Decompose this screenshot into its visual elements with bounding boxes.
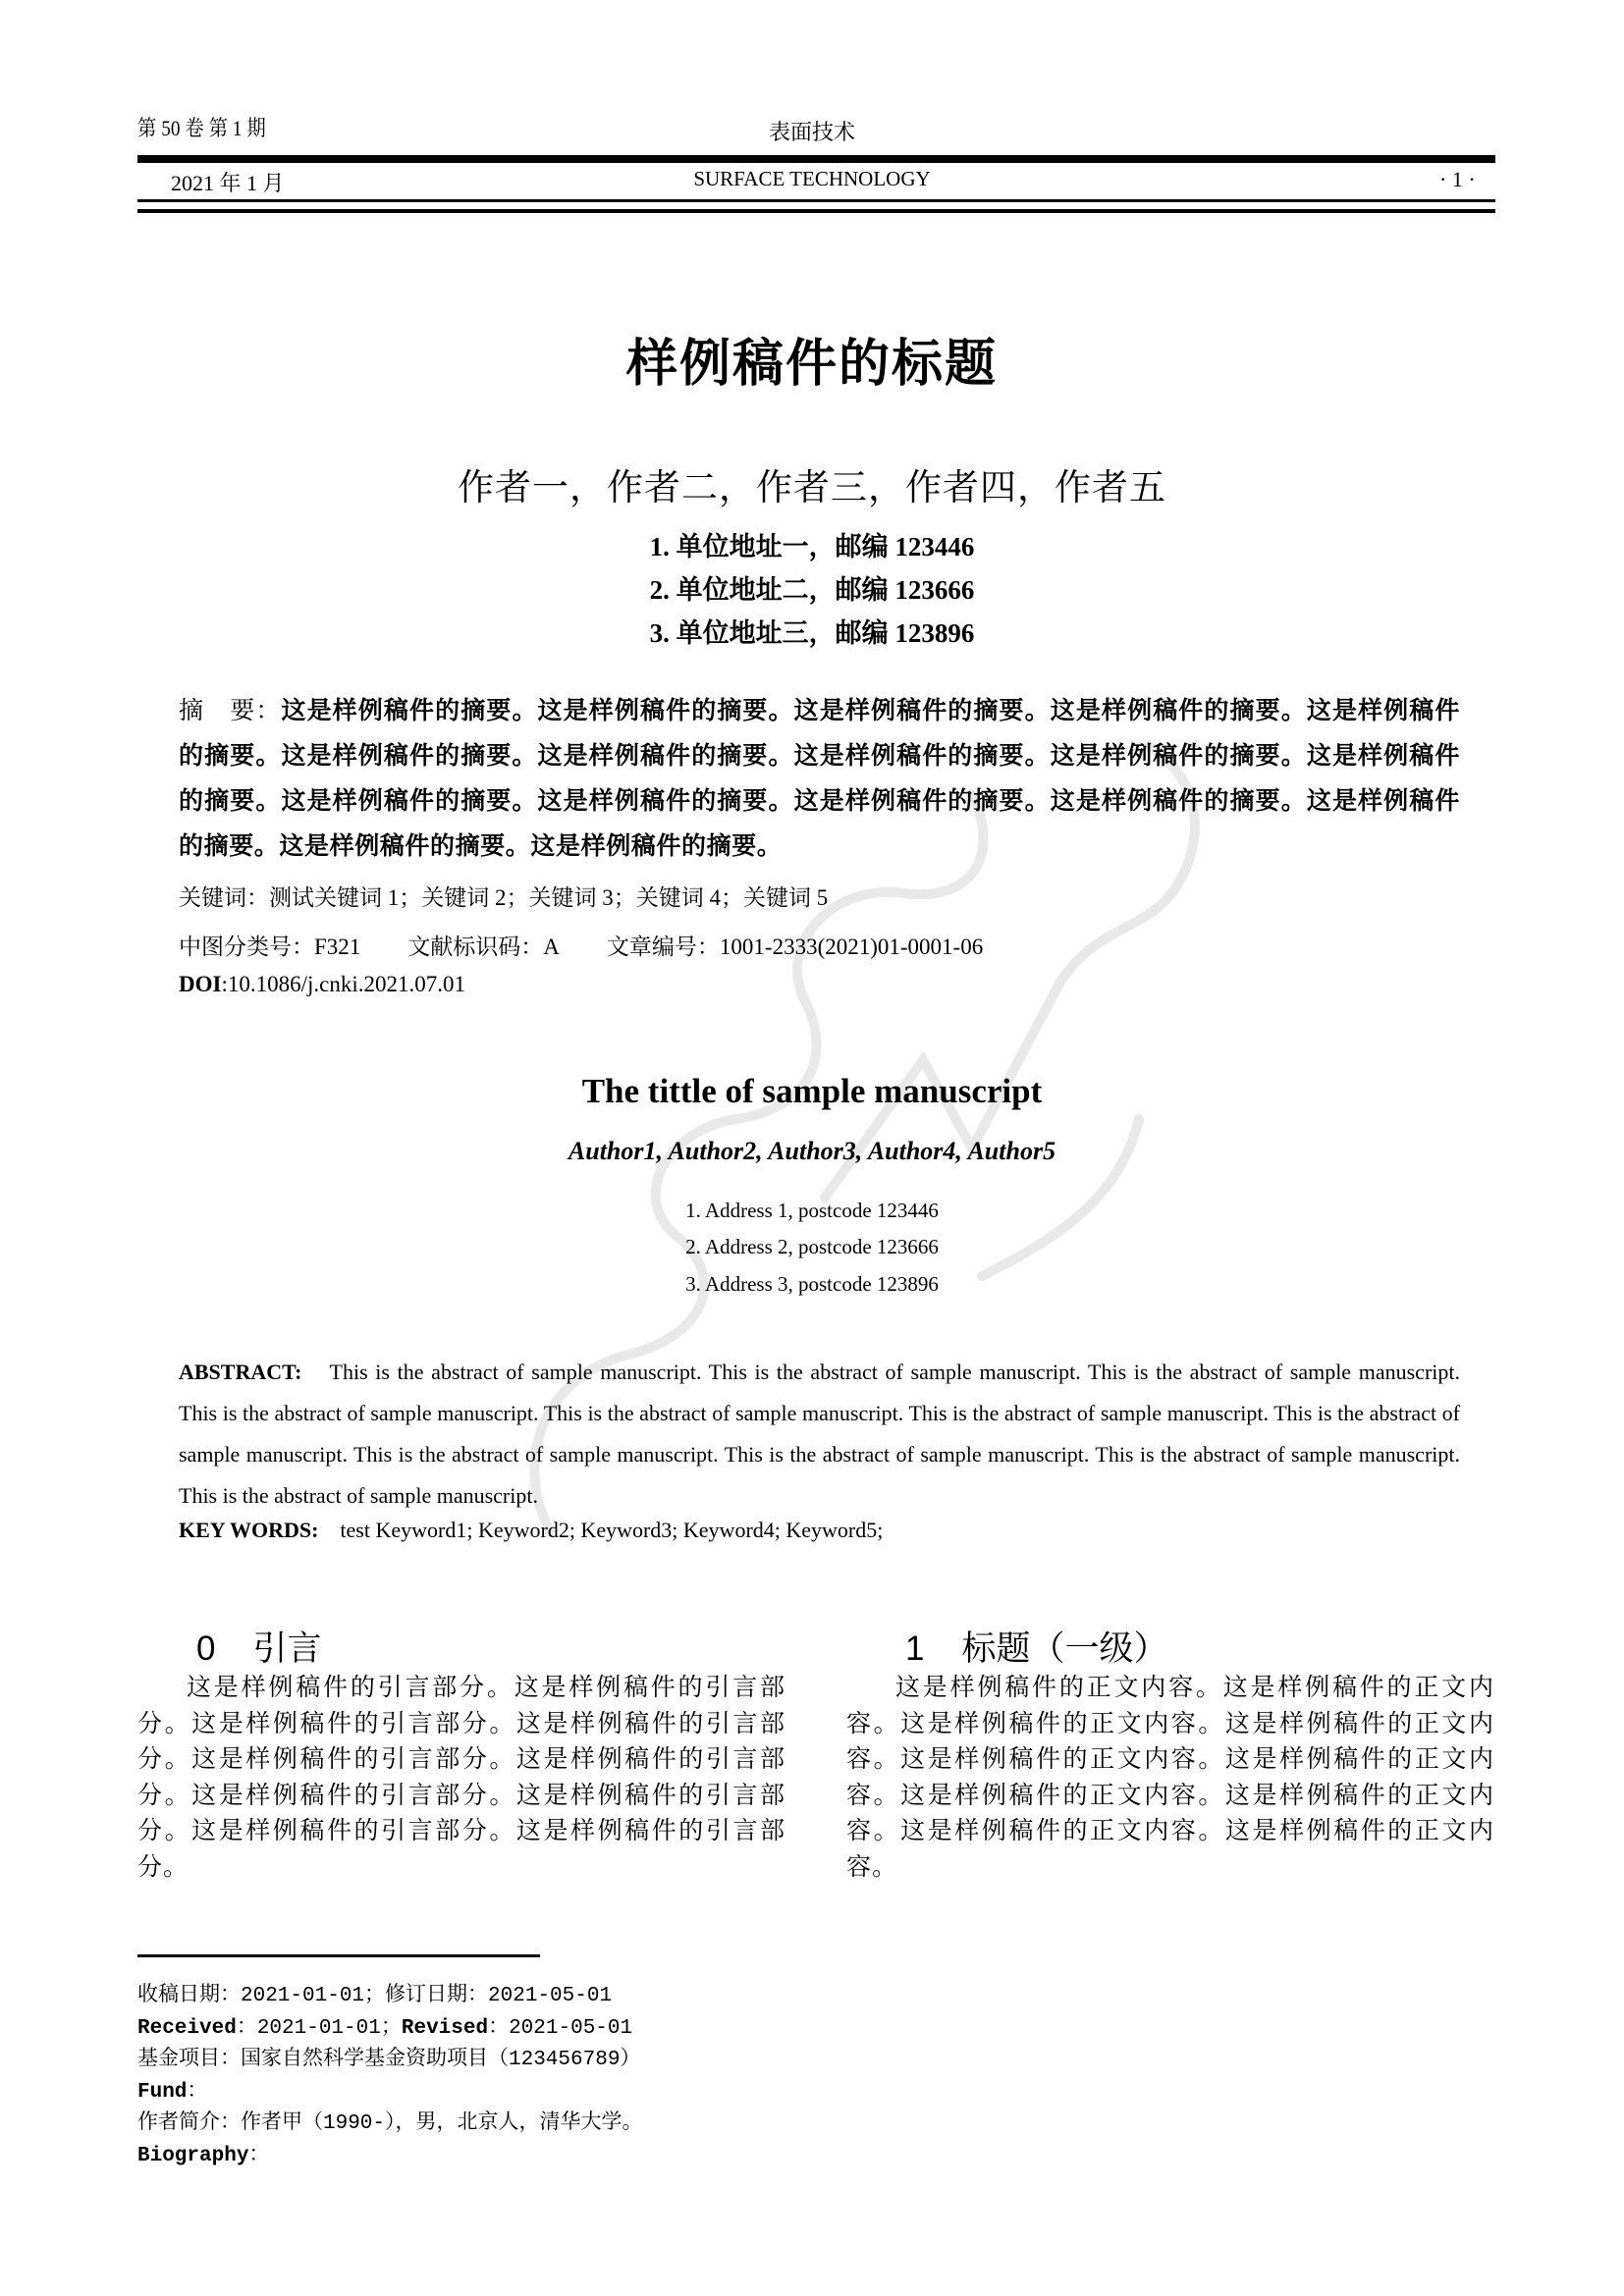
- abstract-en: [179, 1352, 1460, 1517]
- header-volume-issue: 第 50 卷 第 1 期: [137, 116, 266, 140]
- doc-code-label: 文献标识码：: [407, 934, 544, 959]
- clc-value: F321: [314, 934, 361, 959]
- header-page-number: · 1 ·: [1439, 167, 1476, 191]
- header-rule-bottom: [137, 209, 1495, 213]
- title-cn: 样例稿件的标题: [625, 336, 998, 393]
- section-heading-introduction: [196, 1622, 321, 1671]
- footnote-bio-en: Biography：: [137, 2144, 270, 2167]
- footnotes: [137, 1981, 643, 2172]
- keywords-en-text: test Keyword1; Keyword2; Keyword3; Keyword4; Keyword5;: [340, 1518, 884, 1542]
- abstract-cn-label: 摘 要：: [179, 698, 282, 724]
- footnote-fund-cn: 基金项目：国家自然科学基金资助项目（123456789）: [137, 2049, 641, 2071]
- doi-value[interactable]: :10.1086/j.cnki.2021.07.01: [221, 972, 465, 996]
- doi-line: [179, 972, 465, 997]
- affiliation-cn-3: 3. 单位地址三，邮编 123896: [649, 618, 975, 648]
- doi-label: DOI: [179, 972, 222, 996]
- authors-cn: 作者一，作者二，作者三，作者四，作者五: [458, 468, 1166, 508]
- clc-label: 中图分类号：: [179, 934, 314, 959]
- abstract-cn-text: 这是样例稿件的摘要。这是样例稿件的摘要。这是样例稿件的摘要。这是样例稿件的摘要。这是样例稿件的摘要。这是样例稿件的摘要。这是样例稿件的摘要。这是样例稿件的摘要。这是样例稿件的摘要。这是样例稿件的摘要。这是样例稿件的摘要。这是样例稿件的摘要。这是样例稿件的摘要。这是样例稿件的摘要。这是样例稿件的摘要。这是样例稿件的摘要。这是样例稿件的摘要。: [179, 698, 1461, 860]
- footnote-bio-cn: 作者简介：作者甲（1990-），男，北京人，清华大学。: [137, 2112, 643, 2135]
- affiliation-cn-2: 2. 单位地址二，邮编 123666: [649, 575, 975, 605]
- doc-code-value: A: [543, 934, 560, 959]
- keywords-en: [179, 1518, 883, 1543]
- article-no-label: 文章编号：: [606, 934, 720, 959]
- footnote-fund-en: Fund：: [137, 2080, 208, 2104]
- article-no-value: 1001-2333(2021)01-0001-06: [719, 934, 984, 959]
- authors-en: Author1, Author2, Author3, Author4, Author5: [568, 1137, 1056, 1165]
- keywords-cn-text: 测试关键词 1；关键词 2；关键词 3；关键词 4；关键词 5: [269, 885, 829, 910]
- section-number: 1: [905, 1629, 925, 1668]
- affiliation-en-1: 1. Address 1, postcode 123446: [685, 1199, 939, 1222]
- footnote-rule: [137, 1954, 540, 1957]
- section-body-1: 这是样例稿件的正文内容。这是样例稿件的正文内容。这是样例稿件的正文内容。这是样例稿件的正文内容。这是样例稿件的正文内容。这是样例稿件的正文内容。这是样例稿件的正文内容。这是样例稿件的正文内容。这是样例稿件的正文内容。这是样例稿件的正文内容。: [846, 1675, 1494, 1881]
- abstract-en-label: ABSTRACT:: [179, 1360, 302, 1384]
- classification-line: [179, 929, 983, 961]
- keywords-cn-label: 关键词：: [179, 885, 269, 910]
- abstract-en-text: This is the abstract of sample manuscript. This is the abstract of sample manuscript. This is the abstract of sample manuscript. This is the abstract of sample manuscript. This is the abstract of sample manuscript. This is the abstract of sample manuscript. This is the abstract of sample manuscript. This is the abstract of sample manuscript. This is the abstract of sample manuscript. This is the abstract of sample manuscript. This is the abstract of sample manuscript.: [179, 1360, 1460, 1508]
- affiliation-en-3: 3. Address 3, postcode 123896: [685, 1272, 939, 1296]
- header-rule-thin: [137, 199, 1495, 202]
- affiliation-cn-1: 1. 单位地址一，邮编 123446: [649, 532, 975, 561]
- section-heading-1: [905, 1622, 1167, 1671]
- footnote-dates-cn: 收稿日期：2021-01-01；修订日期：2021-05-01: [137, 1985, 613, 2007]
- abstract-cn: [179, 689, 1460, 870]
- section-title: 引言: [252, 1629, 322, 1668]
- header-journal-cn: 表面技术: [768, 120, 855, 144]
- section-number: 0: [196, 1629, 216, 1668]
- footnote-dates-en: Received：2021-01-01；Revised：2021-05-01: [137, 2016, 633, 2040]
- header-thick-rule: [137, 155, 1495, 163]
- keywords-en-label: KEY WORDS:: [179, 1518, 319, 1542]
- affiliation-en-2: 2. Address 2, postcode 123666: [685, 1235, 939, 1258]
- header-journal-en: SURFACE TECHNOLOGY: [693, 167, 931, 190]
- section-body-introduction: 这是样例稿件的引言部分。这是样例稿件的引言部分。这是样例稿件的引言部分。这是样例稿件的引言部分。这是样例稿件的引言部分。这是样例稿件的引言部分。这是样例稿件的引言部分。这是样例稿件的引言部分。这是样例稿件的引言部分。这是样例稿件的引言部分。: [137, 1675, 785, 1881]
- title-en: The tittle of sample manuscript: [581, 1072, 1043, 1110]
- keywords-cn: [179, 880, 828, 912]
- section-title: 标题（一级）: [961, 1629, 1168, 1668]
- header-date: 2021 年 1 月: [171, 171, 285, 195]
